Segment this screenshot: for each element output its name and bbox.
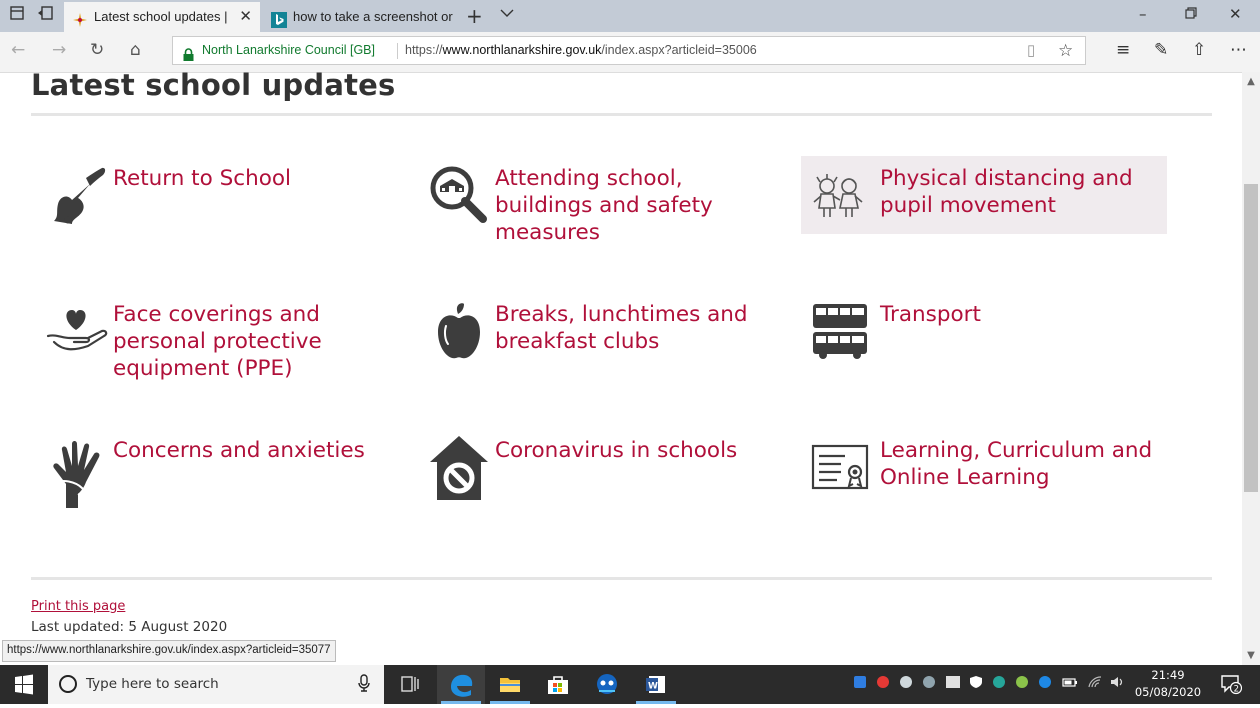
tile-label[interactable]: Return to School xyxy=(113,166,291,191)
new-tab-button[interactable]: + xyxy=(466,4,483,28)
taskbar-edge[interactable] xyxy=(437,665,485,704)
people-app-icon xyxy=(583,665,631,704)
home-button[interactable]: ⌂ xyxy=(130,40,141,60)
title-divider xyxy=(31,113,1212,116)
tray-shield-icon[interactable] xyxy=(970,676,982,691)
helping-hands-icon xyxy=(46,432,108,510)
tray-app-s-icon[interactable] xyxy=(854,676,866,691)
tile-coronavirus-in-schools[interactable] xyxy=(416,428,782,506)
favorites-hub-icon[interactable]: ≡ xyxy=(1116,40,1131,60)
restore-button[interactable] xyxy=(1185,5,1197,23)
word-icon xyxy=(632,665,680,704)
tile-label[interactable]: Breaks, lunchtimes and breakfast clubs xyxy=(495,302,748,354)
bing-favicon-icon xyxy=(271,9,287,25)
tray-k-icon[interactable] xyxy=(877,676,889,691)
certificate-icon xyxy=(811,436,873,498)
more-icon[interactable]: ⋯ xyxy=(1230,40,1247,60)
tile-label[interactable]: Concerns and anxieties xyxy=(113,438,365,463)
tray-sync-icon[interactable] xyxy=(900,676,912,691)
system-clock[interactable] xyxy=(1126,667,1210,701)
scrollbar-thumb[interactable] xyxy=(1244,184,1258,492)
back-button[interactable]: ← xyxy=(11,40,26,60)
site-favicon-icon xyxy=(72,9,88,25)
status-url-tooltip: https://www.northlanarkshire.gov.uk/index.aspx?articleid=35077 xyxy=(2,640,336,662)
windows-taskbar xyxy=(0,665,1260,704)
school-magnifier-icon xyxy=(428,164,490,226)
print-page-link[interactable]: Print this page xyxy=(31,599,126,614)
browser-tab-bar xyxy=(0,0,1260,32)
clock-time: 21:49 xyxy=(1151,668,1185,682)
tile-label[interactable]: Physical distancing and pupil movement xyxy=(880,166,1133,218)
tile-label[interactable]: Attending school, buildings and safety measures xyxy=(495,166,713,245)
tile-label[interactable]: Coronavirus in schools xyxy=(495,438,738,463)
tile-label[interactable]: Face coverings and personal protective equipment (PPE) xyxy=(113,302,322,381)
notification-center-icon[interactable] xyxy=(1220,673,1242,698)
tile-face-coverings[interactable] xyxy=(34,292,400,381)
microphone-icon[interactable] xyxy=(358,674,370,696)
share-icon[interactable]: ⇧ xyxy=(1192,40,1207,60)
task-view-icon xyxy=(386,665,434,704)
refresh-button[interactable]: ↻ xyxy=(90,40,105,60)
tray-green-icon[interactable] xyxy=(1016,676,1028,691)
start-button[interactable] xyxy=(0,665,48,704)
tab-title: how to take a screenshot or xyxy=(293,9,453,24)
tray-people-icon[interactable] xyxy=(993,676,1005,691)
tile-label[interactable]: Learning, Curriculum and Online Learning xyxy=(880,438,1153,490)
edge-icon xyxy=(437,665,485,704)
tile-physical-distancing[interactable] xyxy=(801,156,1167,234)
address-divider xyxy=(397,43,398,59)
footer-divider xyxy=(31,577,1212,580)
taskbar-word[interactable] xyxy=(632,665,680,704)
tile-learning-curriculum[interactable] xyxy=(801,428,1167,506)
tray-m-icon[interactable] xyxy=(946,676,960,691)
minimize-button[interactable]: – xyxy=(1139,5,1147,23)
tab-latest-school-updates[interactable] xyxy=(64,2,260,32)
page-title: Latest school updates xyxy=(31,72,396,102)
bluetooth-icon[interactable] xyxy=(1039,676,1051,691)
taskbar-store[interactable] xyxy=(534,665,582,704)
taskbar-search[interactable] xyxy=(48,665,384,704)
close-window-button[interactable]: ✕ xyxy=(1229,5,1242,23)
last-updated-text: Last updated: 5 August 2020 xyxy=(31,619,228,635)
battery-icon[interactable] xyxy=(1062,676,1078,691)
folder-icon xyxy=(486,665,534,704)
tray-network-app-icon[interactable] xyxy=(923,676,935,691)
bus-icon xyxy=(811,300,873,362)
close-tab-icon[interactable]: ✕ xyxy=(239,8,252,25)
store-bag-icon xyxy=(534,665,582,704)
search-placeholder: Type here to search xyxy=(86,676,219,692)
tile-concerns-anxieties[interactable] xyxy=(34,428,400,506)
bell-icon xyxy=(46,164,108,226)
wifi-icon[interactable] xyxy=(1088,676,1102,691)
taskbar-file-explorer[interactable] xyxy=(486,665,534,704)
url-text[interactable]: https://www.northlanarkshire.gov.uk/index.aspx?articleid=35006 xyxy=(405,43,757,57)
address-bar[interactable] xyxy=(172,36,1086,65)
task-view-button[interactable] xyxy=(386,665,434,704)
children-icon xyxy=(807,164,869,226)
house-no-entry-icon xyxy=(428,432,490,504)
tab-title: Latest school updates | xyxy=(94,9,228,24)
tile-label[interactable]: Transport xyxy=(880,302,981,327)
apple-icon xyxy=(428,300,490,362)
tile-breaks-lunchtimes[interactable] xyxy=(416,292,782,370)
tile-return-to-school[interactable] xyxy=(34,156,400,234)
taskbar-app-people[interactable] xyxy=(583,665,631,704)
notification-count: 2 xyxy=(1233,684,1240,695)
page-content xyxy=(0,72,1242,665)
tab-actions-icon[interactable] xyxy=(8,6,26,24)
site-identity[interactable]: North Lanarkshire Council [GB] xyxy=(202,43,375,57)
browser-nav-bar xyxy=(0,32,1260,73)
scroll-up-icon[interactable]: ▲ xyxy=(1247,76,1255,87)
favorite-star-icon[interactable]: ☆ xyxy=(1058,41,1074,60)
svg-text:W: W xyxy=(648,681,658,692)
heart-hand-icon xyxy=(46,300,108,362)
tile-attending-school[interactable] xyxy=(416,156,782,245)
tab-screenshot-search[interactable] xyxy=(263,2,460,32)
cortana-icon xyxy=(59,675,77,693)
clock-date: 05/08/2020 xyxy=(1134,685,1202,699)
set-aside-tabs-icon[interactable] xyxy=(36,6,54,24)
web-notes-icon[interactable]: ✎ xyxy=(1154,40,1169,60)
scroll-down-icon[interactable]: ▼ xyxy=(1247,650,1255,661)
tile-transport[interactable] xyxy=(801,292,1167,370)
reading-view-icon[interactable]: ▯ xyxy=(1027,42,1036,59)
forward-button[interactable]: → xyxy=(52,40,67,60)
windows-logo-icon xyxy=(0,665,48,704)
page-scrollbar[interactable] xyxy=(1242,72,1260,665)
volume-icon[interactable] xyxy=(1110,676,1124,691)
tab-preview-chevron-icon[interactable] xyxy=(500,6,514,22)
lock-icon xyxy=(183,44,194,57)
